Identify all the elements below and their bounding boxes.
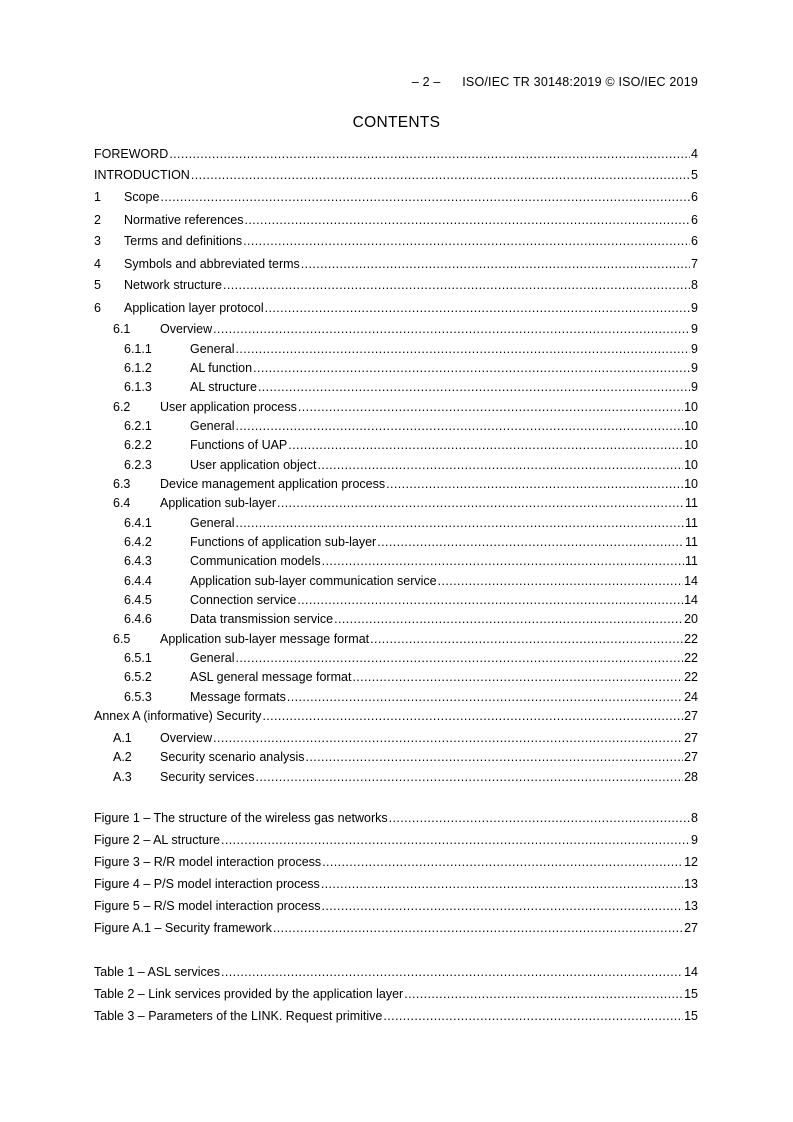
toc-entry[interactable]: 6.5.1 General ..... 22 xyxy=(94,650,698,666)
toc-entry[interactable]: 2 Normative references ..... 6 xyxy=(94,212,698,228)
toc-entry[interactable]: Annex A (informative) Security ..... 27 xyxy=(94,708,698,724)
toc-entry[interactable]: 6.1 Overview ..... 9 xyxy=(94,321,698,337)
figure-entry[interactable]: Figure A.1 – Security framework ..... 27 xyxy=(94,920,698,936)
toc-entry[interactable]: 6.2.3 User application object ..... 10 xyxy=(94,457,698,473)
toc-entry[interactable]: 6.3 Device management application process ..... 10 xyxy=(94,476,698,492)
toc-entry[interactable]: 5 Network structure ..... 8 xyxy=(94,277,698,293)
toc-entry[interactable]: 6.1.1 General ..... 9 xyxy=(94,341,698,357)
toc-entry[interactable]: 3 Terms and definitions ..... 6 xyxy=(94,233,698,249)
toc-entry[interactable]: 1 Scope ..... 6 xyxy=(94,189,698,205)
figure-entry[interactable]: Figure 3 – R/R model interaction process ..... 12 xyxy=(94,854,698,870)
toc-entry[interactable]: FOREWORD ..... 4 xyxy=(94,146,698,162)
figure-entry[interactable]: Figure 1 – The structure of the wireless gas networks ..... 8 xyxy=(94,810,698,826)
figure-entry[interactable]: Figure 2 – AL structure ..... 9 xyxy=(94,832,698,848)
toc-entry[interactable]: A.3 Security services ..... 28 xyxy=(94,769,698,785)
figure-entry[interactable]: Figure 4 – P/S model interaction process ..... 13 xyxy=(94,876,698,892)
toc-entry[interactable]: 6.4.3 Communication models ..... 11 xyxy=(94,553,698,569)
toc-entry[interactable]: A.2 Security scenario analysis ..... 27 xyxy=(94,749,698,765)
toc-entry[interactable]: A.1 Overview ..... 27 xyxy=(94,730,698,746)
toc-entry[interactable]: 6.4.1 General ..... 11 xyxy=(94,515,698,531)
toc-entry[interactable]: 6 Application layer protocol ..... 9 xyxy=(94,300,698,316)
toc-entry[interactable]: 4 Symbols and abbreviated terms ..... 7 xyxy=(94,256,698,272)
toc-entry[interactable]: 6.4.6 Data transmission service ..... 20 xyxy=(94,611,698,627)
toc-entry[interactable]: 6.5 Application sub-layer message format ..... 22 xyxy=(94,631,698,647)
toc-entry[interactable]: 6.4 Application sub-layer ..... 11 xyxy=(94,495,698,511)
toc-entry[interactable]: 6.2.1 General ..... 10 xyxy=(94,418,698,434)
document-reference: ISO/IEC TR 30148:2019 © ISO/IEC 2019 xyxy=(462,75,698,89)
table-entry[interactable]: Table 1 – ASL services ..... 14 xyxy=(94,964,698,980)
toc-entry[interactable]: 6.5.2 ASL general message format ..... 22 xyxy=(94,669,698,685)
toc-entry[interactable]: 6.5.3 Message formats ..... 24 xyxy=(94,689,698,705)
toc-entry[interactable]: 6.1.3 AL structure ..... 9 xyxy=(94,379,698,395)
toc-entry[interactable]: 6.4.2 Functions of application sub-layer ..... 11 xyxy=(94,534,698,550)
figure-entry[interactable]: Figure 5 – R/S model interaction process ..... 13 xyxy=(94,898,698,914)
toc-entry[interactable]: 6.4.5 Connection service ..... 14 xyxy=(94,592,698,608)
toc-entry[interactable]: 6.1.2 AL function ..... 9 xyxy=(94,360,698,376)
toc-entry[interactable]: 6.2.2 Functions of UAP ..... 10 xyxy=(94,437,698,453)
page-header xyxy=(412,75,698,89)
page-title: CONTENTS xyxy=(352,114,441,131)
toc-entry[interactable]: INTRODUCTION ..... 5 xyxy=(94,167,698,183)
table-entry[interactable]: Table 3 – Parameters of the LINK. Request primitive ..... 15 xyxy=(94,1008,698,1024)
page-number: – 2 – xyxy=(411,75,441,89)
toc-entry[interactable]: 6.2 User application process ..... 10 xyxy=(94,399,698,415)
toc-entry[interactable]: 6.4.4 Application sub-layer communication service ..... 14 xyxy=(94,573,698,589)
table-entry[interactable]: Table 2 – Link services provided by the application layer ..... 15 xyxy=(94,986,698,1002)
